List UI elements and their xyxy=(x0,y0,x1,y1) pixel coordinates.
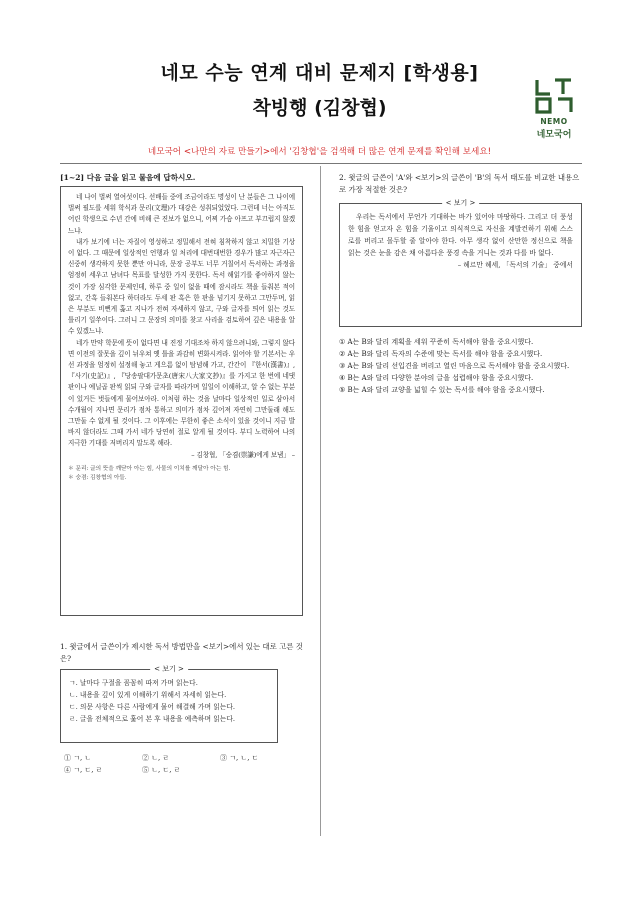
column-divider xyxy=(320,166,321,836)
choice-3[interactable]: ③ ㄱ, ㄴ, ㄷ xyxy=(220,754,259,762)
notice-banner: 네모국어 <나만의 자료 만들기>에서 '김창협'을 검색해 더 많은 연계 문제를 확인해 보세요! xyxy=(147,147,492,157)
page-subtitle: 착빙행 (김창협) xyxy=(252,97,387,119)
choice-4[interactable]: ④ ㄱ, ㄷ, ㄹ xyxy=(64,766,103,775)
passage-paragraph: 내가 보기에 너는 자질이 영성하고 정밀해서 전혀 침착하지 않고 치밀한 기상이 없다. 그 때문에 일상적인 언행과 일 처리에 대번대번한 경우가 많고 자근자근 신중히 생각하지 못한 뿐만 아니라, 문장 공부도 너무 거칠어서 독서하는 과정을 엄정히 세우고 남녀다 목표를 달성한 가지 못한다. 독서 해읽기를 좋아하지 않는 것이 가장 심각한 문제인데, 하루 중 일이 없을 때에 잠시라도 책을 들춰본 적이 없고, 간혹 들춰본다 하더라도 두세 판 혹은 한 판을 넘기지 못하고 그만두며, 읽은 부분도 비뻔게 홅고 지나가 전혀 자세하지 않고, 구와 글자를 띄어 읽는 것도 틀리기 일쑤이다. 그러니 그 문장의 의미를 찾고 사리을 검토하여 깊은 내용을 알 수 있겠느냐. xyxy=(68,237,295,336)
bogi-text: 우리는 독서에서 무언가 기대하는 바가 있어야 마땅하다. 그리고 더 풍성한 힘을 얻고자 온 힘을 기울이고 의식적으로 자신을 계발컨하기 위해 스스로를 버리고 몰두할 줄 알아야 한다. 아무 생각 없이 산만한 정신으로 책을 읽는 것은 눈을 감은 채 아름다운 풍경 속을 거니는 것과 다를 바 없다. xyxy=(348,213,573,257)
passage-paragraph: 네 나이 벌써 열여섯이다. 선배들 중에 조금이라도 명성이 난 분들은 그 나이에 벌써 필도를 세워 학식과 문리(文理)가 대강은 성취되었었다. 그런데 너는 아직도 어린 학생으로 수년 간에 비해 큰 진보가 없으니, 어찌 가슴 아프고 부끄럽지 않겠느냐. xyxy=(68,193,295,235)
bogi-label: < 보기 > xyxy=(442,198,480,208)
bogi-item: ㄹ. 글을 전체적으로 훑어 본 후 내용을 예측하며 읽는다. xyxy=(69,714,236,723)
choice-4[interactable]: ④ B는 A와 달리 다양한 분야의 글을 섭렵해야 함을 중요시했다. xyxy=(339,374,534,383)
choice-3[interactable]: ③ A는 B와 달리 선입견을 버리고 열린 마음으로 독서해야 함을 중요시했다. xyxy=(339,362,570,371)
set-heading: [1~2] 다음 글을 읽고 물음에 답하시오. xyxy=(60,173,196,182)
footnote: ＊ 숭겸: 김창협의 아들. xyxy=(68,475,127,482)
choice-1[interactable]: ① ㄱ, ㄴ xyxy=(64,754,92,762)
q2-bogi-box xyxy=(339,199,582,327)
bogi-item: ㄷ. 의문 사항은 다른 사람에게 물어 해결해 가며 읽는다. xyxy=(69,702,236,711)
q2-choices xyxy=(339,336,584,396)
bogi-item: ㄱ. 날마다 구절을 꼼꼼히 따져 가며 읽는다. xyxy=(69,679,198,687)
top-divider xyxy=(60,163,582,164)
choice-1[interactable]: ① A는 B와 달리 계획을 세워 꾸준히 독서해야 함을 중요시했다. xyxy=(339,338,534,346)
logo-en: NEMO xyxy=(540,117,568,126)
passage-source: – 김창협, 「숭겸(崇謙)에게 보냄」 – xyxy=(191,450,295,459)
nemo-logo xyxy=(527,77,581,140)
question-1-stem: 1. 윗글에서 글쓴이가 제시한 독서 방법만을 <보기>에서 있는 대로 고른 것은? xyxy=(60,642,303,664)
question-2-stem: 2. 윗글의 글쓴이 'A'와 <보기>의 글쓴이 'B'의 독서 태도를 비교한 내용으로 가장 적절한 것은? xyxy=(339,173,580,195)
q1-bogi-box xyxy=(60,665,278,743)
logo-ko: 네모국어 xyxy=(536,130,572,140)
bogi-label: < 보기 > xyxy=(150,664,188,674)
q1-choices xyxy=(64,752,304,777)
choice-5[interactable]: ⑤ ㄴ, ㄷ, ㄹ xyxy=(142,766,181,775)
page-title: 네모 수능 연계 대비 문제지 [학생용] xyxy=(160,62,479,84)
passage-box xyxy=(60,186,303,616)
choice-2[interactable]: ② A는 B와 달리 독자의 수준에 맞는 독서를 해야 함을 중요시했다. xyxy=(339,350,543,359)
passage-paragraph: 네가 만약 학문에 뜻이 없다면 내 진정 기대조차 하지 않으려니와, 그렇지 않다면 이전의 잘못을 깊이 뉘우쳐 옛 틀을 과감히 변화시켜라. 읽어야 할 기본서는 우선 과정을 엄정히 설정해 놓고 게으름 없이 탐념해 가고, 간간이 『한서(漢書)』, 『사기(史記)』, 『당송팔대가문초(唐宋八大家文抄)』를 가지고 한 번에 네댓 판이나 예닐곱 판씩 읽되 구와 글자를 따라가며 일일이 이해하고, 알 수 없는 부분이 있거든 벗들에게 물어보아라. 이처럼 하는 것을 날마다 일상적인 일로 삼아서 수개월이 지나면 문리가 점차 통하고 의미가 점차 깊어져 자연히 그만둘래 해도 그만둘 수 없게 될 것이다. 그 이후에는 무한히 좋은 소식이 있을 것이니 지금 발바지 않더라도 그때 가서 네가 당연히 절로 알게 될 것이다. 부디 노력하여 나의 지극한 기대를 저버리지 말도록 해라. xyxy=(68,338,295,448)
choice-5[interactable]: ⑤ B는 A와 달리 교양을 넓힐 수 있는 독서를 해야 함을 중요시했다. xyxy=(339,386,545,395)
choice-2[interactable]: ② ㄴ, ㄹ xyxy=(142,754,170,762)
bogi-source: – 헤르만 헤세, 「독서의 기술」 중에서 xyxy=(457,260,573,269)
nemo-logo-mark-icon xyxy=(533,77,575,115)
bogi-item: ㄴ. 내용을 깊이 있게 이해하기 위해서 자세히 읽는다. xyxy=(69,690,227,699)
footnote: ＊ 문리: 글의 뜻을 깨닫아 아는 힘, 사물의 이치를 깨달아 아는 힘. xyxy=(68,465,231,472)
